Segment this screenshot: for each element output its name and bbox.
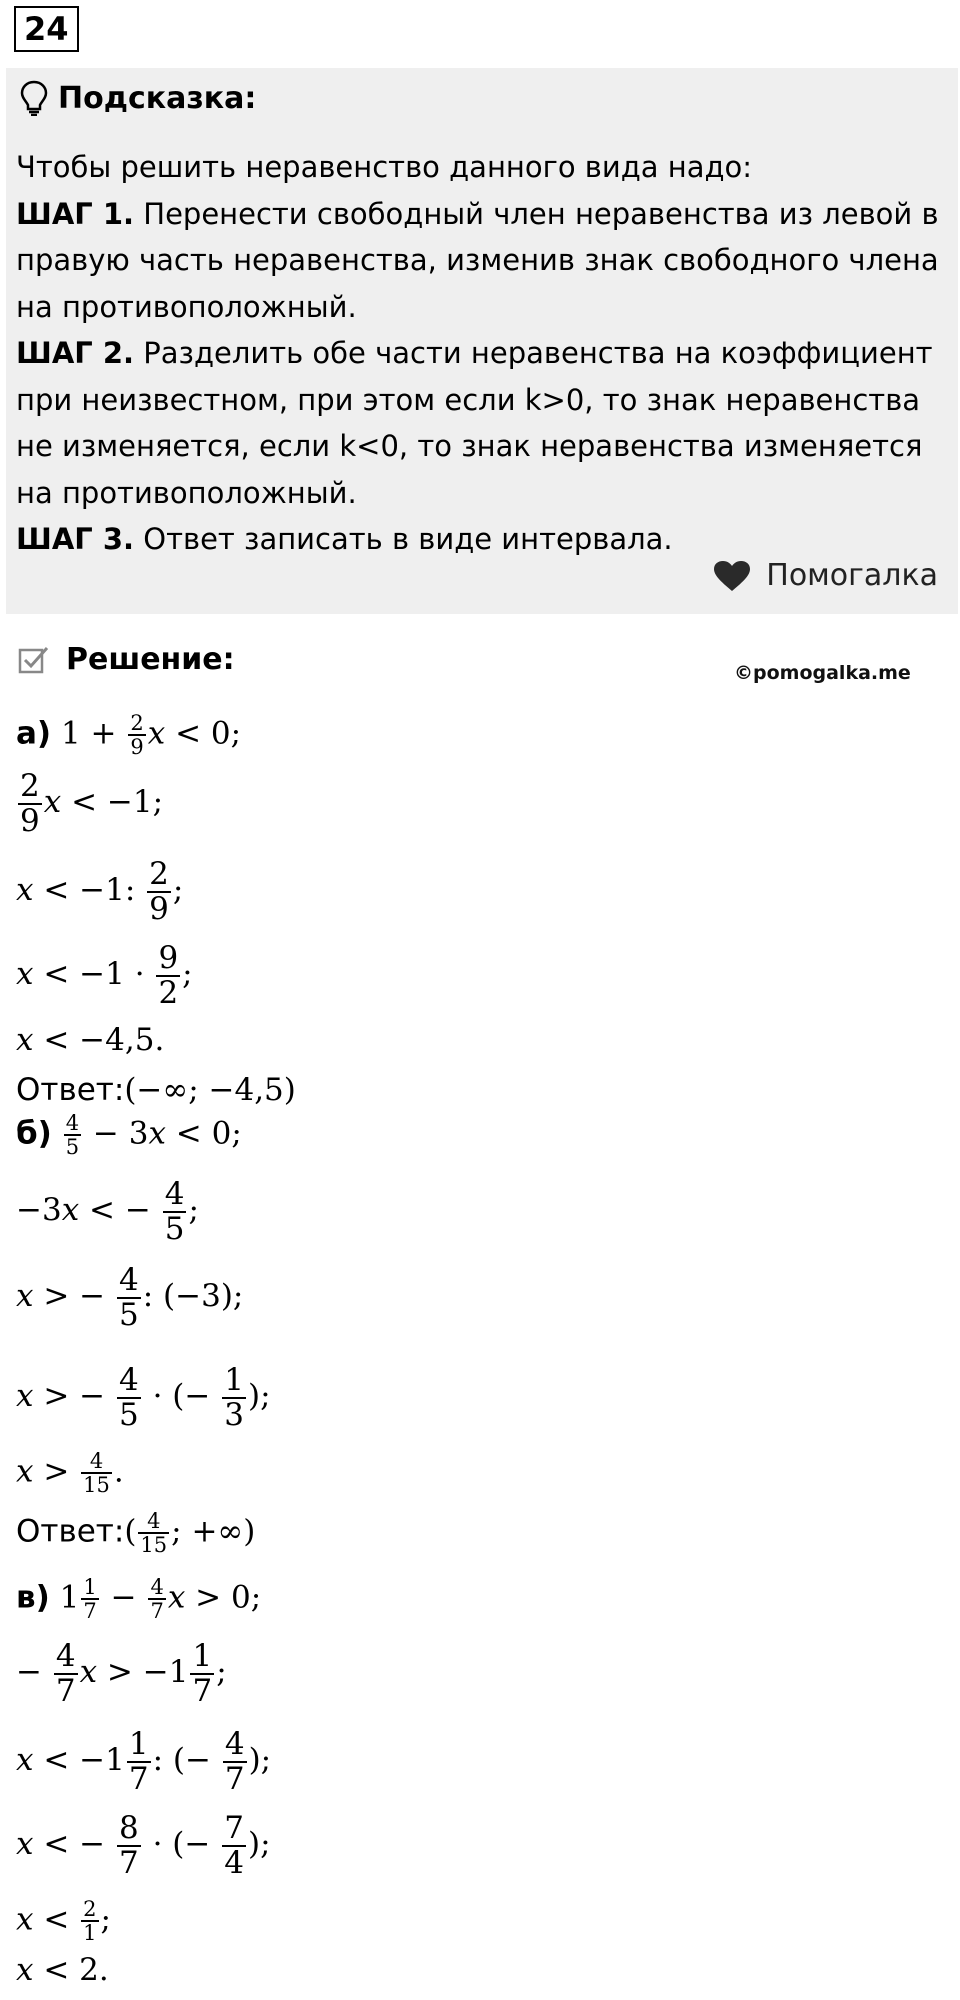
hint-panel bbox=[6, 68, 958, 614]
task-number: 24 bbox=[14, 6, 79, 52]
hint-intro: Чтобы решить неравенство данного вида надо: bbox=[16, 150, 753, 184]
step-text: Разделить обе части неравенства на коэффициент при неизвестном, при этом если k>0, то знак неравенства не изменяется, если k<0, то знак неравенства изменяется на противоположный. bbox=[16, 336, 933, 510]
hint-text bbox=[16, 144, 946, 563]
math-line: x < −1 · $\frac{9}{2}$ ; bbox=[16, 940, 193, 1011]
lightbulb-icon bbox=[20, 80, 48, 116]
math-line: x > − $\frac{4}{5}$ : (−3); bbox=[16, 1262, 244, 1333]
step-text: Перенести свободный член неравенства из левой в правую часть неравенства, изменив знак свободного члена на противоположный. bbox=[16, 196, 939, 324]
part-label-c: в) bbox=[16, 1579, 50, 1616]
brand bbox=[712, 558, 938, 593]
math-line: x < $\frac{2}{1}$ ; bbox=[16, 1897, 111, 1946]
part-label-a: а) bbox=[16, 715, 52, 752]
math-line: − $\frac{4}{7}$ x > −1 $\frac{1}{7}$ ; bbox=[16, 1638, 227, 1709]
math-line: $\frac{2}{9}$ x < −1; bbox=[20, 768, 164, 839]
step-label: ШАГ 2. bbox=[16, 336, 135, 370]
solution-header bbox=[18, 642, 235, 677]
math-line: x < −4,5. bbox=[16, 1022, 165, 1058]
hint-header bbox=[20, 80, 256, 116]
step-label: ШАГ 3. bbox=[16, 522, 135, 556]
checkbox-check-icon bbox=[18, 644, 50, 676]
math-line: б) $\frac{4}{5}$ − 3x < 0; bbox=[16, 1111, 242, 1160]
math-line: −3x < − $\frac{4}{5}$ ; bbox=[16, 1176, 199, 1247]
step-text: Ответ записать в виде интервала. bbox=[134, 522, 673, 556]
math-line: а) 1 + $\frac{2}{9}$ x < 0; bbox=[16, 711, 242, 760]
math-line: x < 2. bbox=[16, 1952, 109, 1988]
copyright: ©pomogalka.me bbox=[734, 662, 911, 684]
answer-a: (−∞; −4,5) bbox=[124, 1072, 296, 1108]
brand-name: Помогалка bbox=[766, 558, 938, 593]
answer-label: Ответ: bbox=[16, 1072, 125, 1108]
math-line: x < − $\frac{8}{7}$ · (− $\frac{7}{4}$ ); bbox=[16, 1810, 271, 1881]
math-line: x > − $\frac{4}{5}$ · (− $\frac{1}{3}$ ); bbox=[16, 1362, 271, 1433]
heart-icon bbox=[712, 559, 752, 593]
part-label-b: б) bbox=[16, 1115, 52, 1152]
answer-label: Ответ: bbox=[16, 1513, 125, 1550]
math-line: x > $\frac{4}{15}$ . bbox=[16, 1449, 124, 1498]
step-label: ШАГ 1. bbox=[16, 196, 135, 231]
answer-line: Ответ:( $\frac{4}{15}$ ; +∞) bbox=[16, 1509, 256, 1558]
math-line: x < −1: $\frac{2}{9}$ ; bbox=[16, 856, 184, 927]
hint-step-1 bbox=[16, 191, 946, 331]
hint-step-2 bbox=[16, 330, 946, 516]
math-line: x < −1 $\frac{1}{7}$ : (− $\frac{4}{7}$ ); bbox=[16, 1726, 272, 1797]
hint-step-3 bbox=[16, 516, 946, 563]
hint-title: Подсказка: bbox=[58, 80, 257, 116]
solution-title: Решение: bbox=[66, 642, 235, 677]
math-line: в) 1 $\frac{1}{7}$ − $\frac{4}{7}$ x > 0; bbox=[16, 1575, 262, 1624]
answer-line bbox=[16, 1072, 296, 1108]
